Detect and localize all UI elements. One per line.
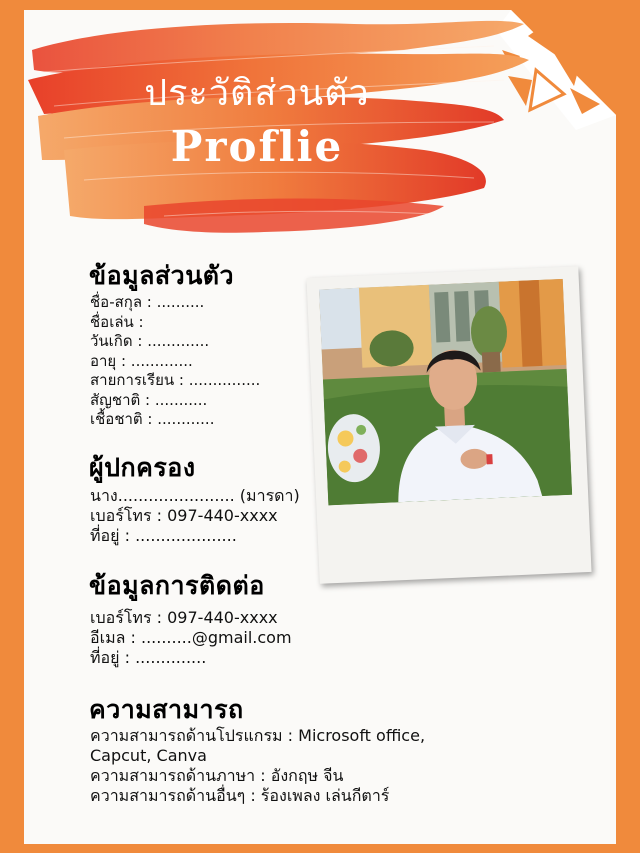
personal-birthday-line: วันเกิด : .............: [90, 332, 210, 350]
profile-photo: [319, 279, 572, 505]
skills-program-line-cont: Capcut, Canva: [90, 746, 207, 765]
guardian-address-line: ที่อยู่ : ....................: [90, 526, 237, 545]
section-title-guardian: ผู้ปกครอง: [89, 453, 196, 482]
personal-program-line: สายการเรียน : ...............: [90, 371, 261, 389]
page-title-english: Proflie: [170, 122, 344, 171]
contact-address-line: ที่อยู่ : ..............: [90, 648, 207, 667]
personal-ethnicity-line: เชื้อชาติ : ............: [90, 410, 215, 428]
paper-sheet: [24, 10, 616, 844]
section-title-contact: ข้อมูลการติดต่อ: [89, 571, 265, 600]
contact-info-list: [90, 608, 292, 668]
personal-nationality-line: สัญชาติ : ...........: [90, 390, 208, 409]
personal-name-line: ชื่อ-สกุล : ..........: [90, 293, 205, 311]
section-title-skills: ความสามารถ: [89, 695, 244, 724]
guardian-phone-line: เบอร์โทร : 097-440-xxxx: [90, 506, 278, 525]
personal-age-line: อายุ : .............: [90, 351, 193, 370]
contact-phone-line: เบอร์โทร : 097-440-xxxx: [90, 608, 278, 627]
polaroid-photo-frame: [306, 266, 591, 584]
skills-other-line: ความสามารถด้านอื่นๆ : ร้องเพลง เล่นกีตาร์: [90, 786, 390, 805]
personal-nickname-line: ชื่อเล่น :: [90, 312, 144, 331]
guardian-info-list: [90, 486, 300, 546]
page-title-thai: ประวัติส่วนตัว: [144, 73, 370, 114]
section-title-personal: ข้อมูลส่วนตัว: [89, 261, 235, 290]
skills-program-line: ความสามารถด้านโปรแกรม : Microsoft office,: [90, 726, 426, 745]
contact-email-line: อีเมล : ..........@gmail.com: [90, 628, 292, 647]
skills-info-list: [90, 726, 425, 806]
guardian-name-line: นาง....................... (มารดา): [90, 486, 300, 505]
skills-language-line: ความสามารถด้านภาษา : อังกฤษ จีน: [90, 766, 344, 785]
personal-info-list: [90, 293, 260, 430]
